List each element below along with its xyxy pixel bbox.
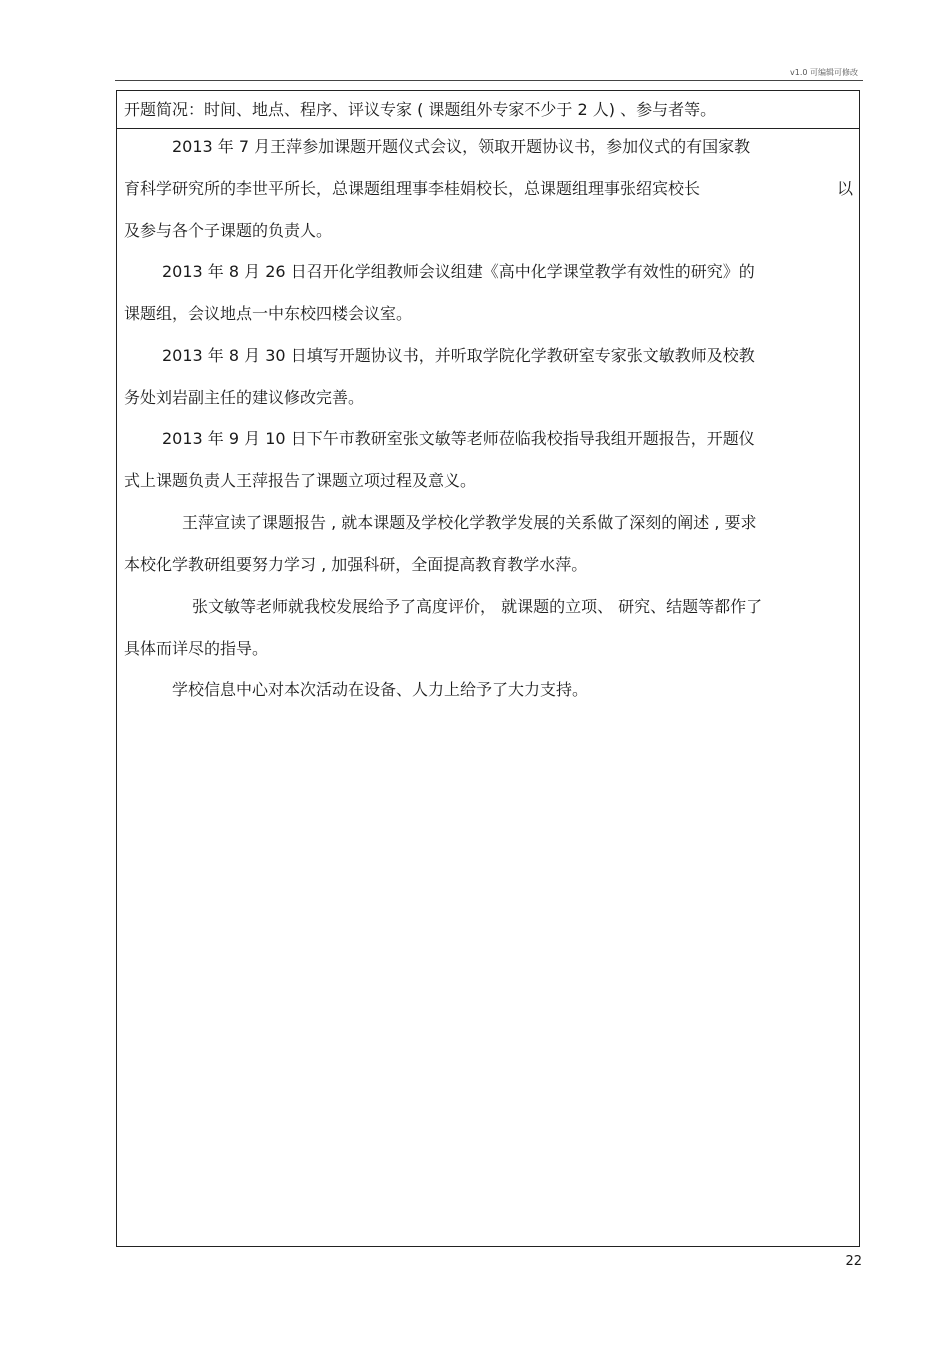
paragraph-5-line-2: 本校化学教研组要努力学习 , 加强科研，全面提高教育教学水萍。	[124, 555, 588, 574]
paragraph-3-line-2: 务处刘岩副主任的建议修改完善。	[124, 388, 365, 407]
paragraph-1-line-3: 及参与各个子课题的负责人。	[124, 221, 333, 240]
paragraph-2-line-1: 2013 年 8 月 26 日召开化学组教师会议组建《高中化学课堂教学有效性的研究》的	[162, 262, 755, 281]
header-rule	[115, 80, 863, 81]
paragraph-1-line-2-tail: 以	[836, 179, 853, 198]
paragraph-7-line-1: 学校信息中心对本次活动在设备、人力上给予了大力支持。	[172, 680, 589, 699]
table-header-label: 开题简况：时间、地点、程序、评议专家 ( 课题组外专家不少于 2 人) 、参与者等。	[117, 91, 859, 129]
paragraph-4-line-1: 2013 年 9 月 10 日下午市教研室张文敏等老师莅临我校指导我组开题报告，开题仪	[162, 429, 755, 448]
paragraph-3-line-1: 2013 年 8 月 30 日填写开题协议书，并听取学院化学教研室专家张文敏教师及校教	[162, 346, 755, 365]
version-note: v1.0 可编辑可修改	[790, 68, 858, 77]
paragraph-2-line-2: 课题组，会议地点一中东校四楼会议室。	[124, 304, 413, 323]
paragraph-4-line-2: 式上课题负责人王萍报告了课题立项过程及意义。	[124, 471, 477, 490]
paragraph-1-line-1: 2013 年 7 月王萍参加课题开题仪式会议，领取开题协议书，参加仪式的有国家教	[172, 137, 751, 156]
paragraph-1-line-2: 育科学研究所的李世平所长，总课题组理事李桂娟校长，总课题组理事张绍宾校长	[124, 179, 701, 198]
paragraph-6-line-1: 张文敏等老师就我校发展给予了高度评价， 就课题的立项、 研究、结题等都作了	[192, 597, 763, 616]
page-number: 22	[845, 1254, 862, 1269]
paragraph-5-line-1: 王萍宣读了课题报告 , 就本课题及学校化学教学发展的关系做了深刻的阐述 , 要求	[182, 513, 757, 532]
paragraph-6-line-2: 具体而详尽的指导。	[124, 639, 269, 658]
document-table	[116, 90, 860, 1247]
